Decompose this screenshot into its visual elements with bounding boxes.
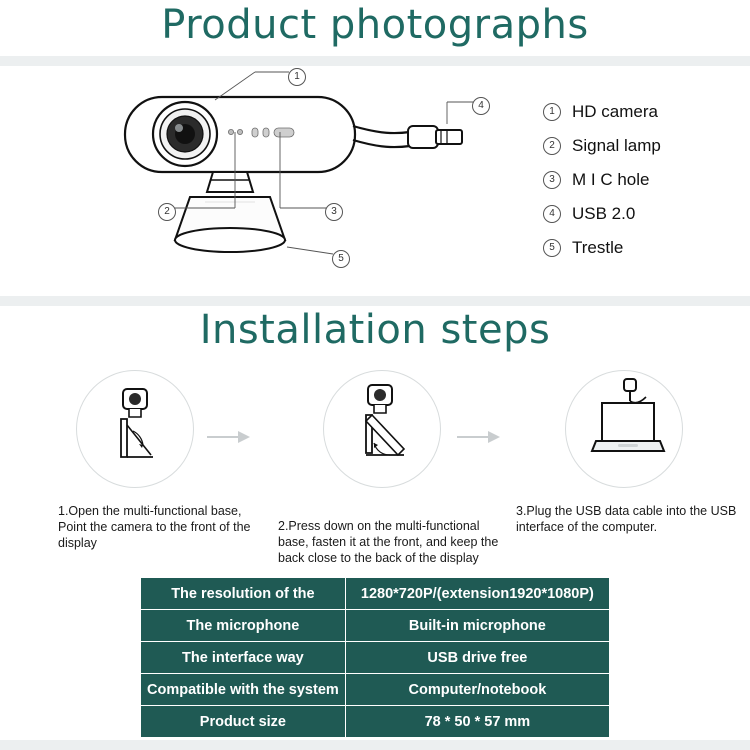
page-title-product: Product photographs [161,2,589,48]
legend-item-3 [540,163,740,197]
table-row [141,674,610,706]
spec-key-1: The resolution of the [141,578,346,610]
divider-bottom [0,740,750,750]
spec-value-2: Built-in microphone [345,610,609,642]
legend-item-2 [540,129,740,163]
legend-marker-4-num: 4 [543,205,561,223]
legend-item-3-label: M I C hole [572,170,650,189]
legend-item-5 [540,231,740,265]
spec-value-4: Computer/notebook [345,674,609,706]
table-row [141,610,610,642]
step-circle-3 [565,370,683,488]
step-circle-1 [76,370,194,488]
callout-1-label: 1 [288,68,306,86]
spec-key-3: The interface way [141,642,346,674]
spec-key-4: Compatible with the system [141,674,346,706]
legend-marker-1-num: 1 [543,103,561,121]
legend-item-4 [540,197,740,231]
callout-5-label: 5 [332,250,350,268]
spec-value-3: USB drive free [345,642,609,674]
callout-4 [472,95,490,115]
legend-marker-4 [540,205,564,223]
spec-value-5: 78 * 50 * 57 mm [345,706,609,738]
legend-marker-3-num: 3 [543,171,561,189]
callout-2-label: 2 [158,203,176,221]
callout-3 [325,201,343,221]
page-title-installation: Installation steps [199,307,551,353]
table-row [141,578,610,610]
divider-middle [0,296,750,306]
step-2-drawing [324,371,440,487]
legend-item-5-label: Trestle [572,238,624,257]
callout-5 [332,248,350,268]
spec-value-1: 1280*720P/(extension1920*1080P) [345,578,609,610]
legend-marker-1 [540,103,564,121]
spec-table [140,577,610,738]
step-arrow-2 [455,428,503,446]
step-3-drawing [566,371,682,487]
step-caption-3: 3.Plug the USB data cable into the USB interface of the computer. [516,504,737,534]
legend-marker-2 [540,137,564,155]
spec-key-5: Product size [141,706,346,738]
legend-item-1 [540,95,740,129]
table-row [141,706,610,738]
legend-list [540,95,740,265]
legend-marker-5 [540,239,564,257]
callout-4-label: 4 [472,97,490,115]
step-caption-1: 1.Open the multi-functional base, Point the camera to the front of the display [58,504,251,550]
step-1-drawing [77,371,193,487]
callout-3-label: 3 [325,203,343,221]
step-illustration-1 [76,370,196,490]
step-circle-2 [323,370,441,488]
step-arrow-1 [205,428,253,446]
legend-marker-2-num: 2 [543,137,561,155]
step-illustration-2 [323,370,443,490]
step-caption-2: 2.Press down on the multi-functional base, fasten it at the front, and keep the back close to the back of the display [278,519,499,565]
step-illustration-3 [565,370,685,490]
spec-key-2: The microphone [141,610,346,642]
table-row [141,642,610,674]
callout-1 [288,66,306,86]
legend-item-4-label: USB 2.0 [572,204,636,223]
legend-item-2-label: Signal lamp [572,136,661,155]
webcam-illustration [95,62,515,292]
legend-marker-3 [540,171,564,189]
legend-marker-5-num: 5 [543,239,561,257]
legend-item-1-label: HD camera [572,102,658,121]
callout-2 [158,201,176,221]
installation-steps-area [0,370,750,565]
